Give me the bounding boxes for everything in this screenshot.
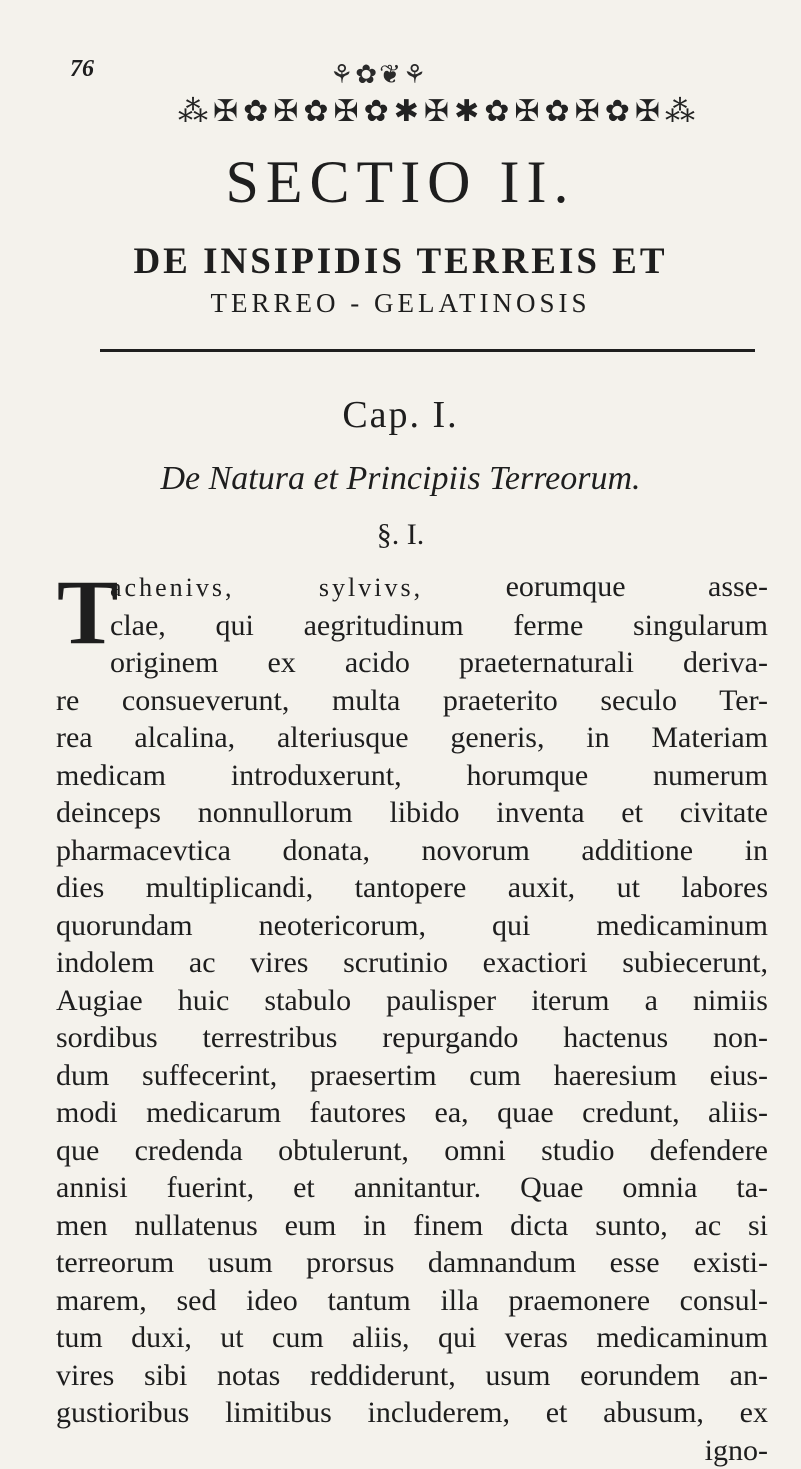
chapter-title: De Natura et Principiis Terreorum. [0,460,801,498]
body-line: men nullatenus eum in finem dicta sunto, ac si [56,1207,768,1245]
horizontal-rule [100,349,755,352]
body-line: dum suffecerint, praesertim cum haeresium eius- [56,1057,768,1095]
first-line-rest: eorumque asse- [423,570,768,603]
body-line: pharmacevtica donata, novorum additione in [56,832,768,870]
ornament-border: ⁂✠✿✠✿✠✿✱✠✱✿✠✿✠✿✠⁂ [118,94,760,129]
body-line: quorundam neotericorum, qui medicaminum [56,907,768,945]
body-line: originem ex acido praeternaturali deriva- [56,644,768,682]
body-line: indolem ac vires scrutinio exactiori subiecerunt, [56,944,768,982]
header-vignette: ⚘✿❦⚘ [330,60,428,90]
body-line: modi medicarum fautores ea, quae credunt, aliis- [56,1094,768,1132]
first-line-caps: achenivs, sylvivs, [110,573,423,602]
body-line: vires sibi notas reddiderunt, usum eorundem an- [56,1357,768,1395]
body-line: annisi fuerint, et annitantur. Quae omnia ta- [56,1169,768,1207]
body-line: rea alcalina, alteriusque generis, in Materiam [56,719,768,757]
body-line: marem, sed ideo tantum illa praemonere consul- [56,1282,768,1320]
catchword: igno- [56,1432,768,1469]
page-number: 76 [70,56,94,83]
body-line: deinceps nonnullorum libido inventa et civitate [56,794,768,832]
body-line: medicam introduxerunt, horumque numerum [56,757,768,795]
body-line: terreorum usum prorsus damnandum esse existi- [56,1244,768,1282]
body-line-1 [56,568,768,607]
section-subtitle-line1: DE INSIPIDIS TERREIS ET [0,240,801,283]
section-subtitle-line2: TERREO - GELATINOSIS [0,288,801,319]
body-line: que credenda obtulerunt, omni studio defendere [56,1132,768,1170]
paragraph-mark: §. I. [0,518,801,552]
body-line: dies multiplicandi, tantopere auxit, ut labores [56,869,768,907]
body-line: Augiae huic stabulo paulisper iterum a nimiis [56,982,768,1020]
drop-cap: T [57,566,118,658]
body-line: gustioribus limitibus includerem, et abusum, ex [56,1394,768,1432]
body-line: clae, qui aegritudinum ferme singularum [56,607,768,645]
body-line: tum duxi, ut cum aliis, qui veras medicaminum [56,1319,768,1357]
body-line: re consueverunt, multa praeterito seculo Ter- [56,682,768,720]
body-line: sordibus terrestribus repurgando hactenus non- [56,1019,768,1057]
chapter-heading: Cap. I. [0,393,801,437]
section-title: SECTIO II. [0,148,801,217]
body-text [56,568,768,1469]
